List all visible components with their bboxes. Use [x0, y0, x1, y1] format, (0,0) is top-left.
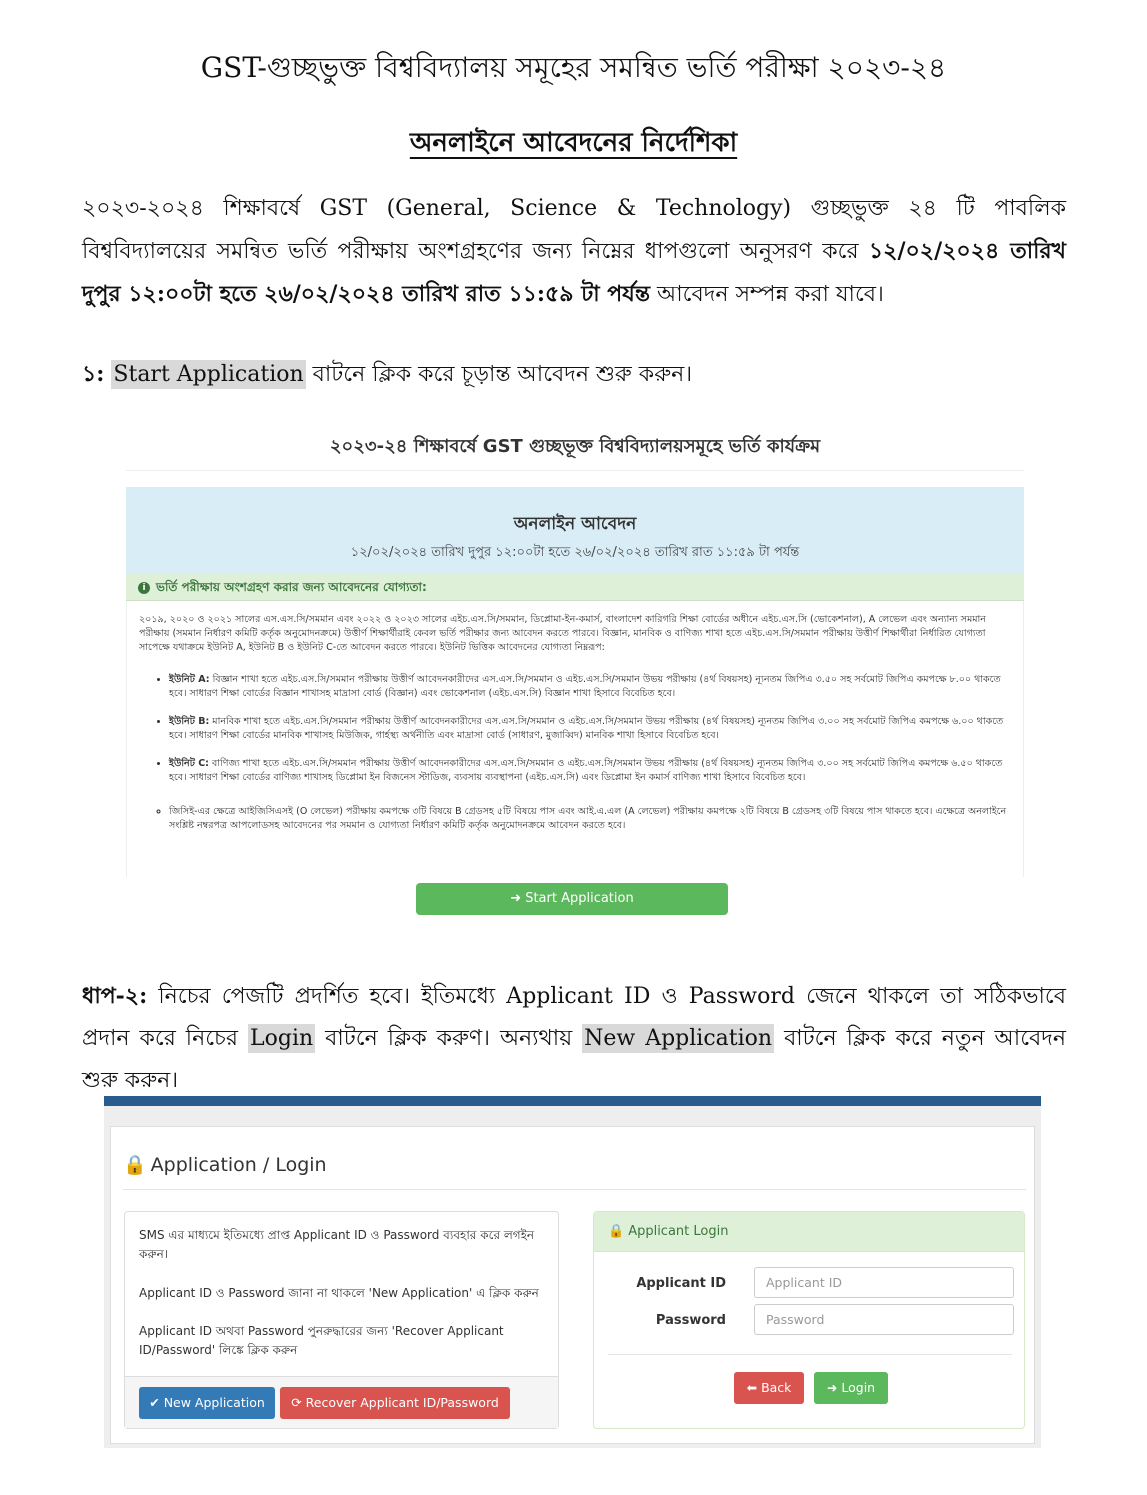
unit-text: বিজ্ঞান শাখা হতে এইচ.এস.সি/সমমান পরীক্ষায় উত্তীর্ণ আবেদনকারীদের এস.এস.সি/সমমান ও এইচ.এস.সি/সমমান উভয় পরীক্ষায় (৪র্থ বিষয়সহ) ন্যূনতম জিপিএ ৩.৫০ সহ সর্বমোট জিপিএ কমপক্ষে ৮.০০ থাকতে হবে। সাধারণ শিক্ষা বোর্ডের বিজ্ঞান শাখাসহ মাদ্রাসা বোর্ড (বিজ্ঞান) এবং ভোকেশনাল (এইচ.এস.সি) বিজ্ঞান শাখা হিসাবে বিবেচিত হবে। [169, 674, 1001, 699]
intro-paragraph [82, 188, 1066, 316]
note-list [169, 805, 1011, 833]
unit-name: ইউনিট A: [169, 674, 210, 685]
applicant-id-input[interactable] [754, 1267, 1014, 1298]
recover-label: Recover Applicant ID/Password [305, 1395, 499, 1410]
online-application-title: অনলাইন আবেদন [513, 514, 637, 534]
document-subtitle-text: অনলাইনে আবেদনের নির্দেশিকা [409, 128, 738, 158]
arrow-left-icon: ⬅ [746, 1380, 758, 1395]
step1-text: বাটনে ক্লিক করে চূড়ান্ত আবেদন শুরু করুন। [312, 362, 693, 387]
online-application-panel [126, 487, 1024, 573]
step2-label: ধাপ-২: [82, 983, 148, 1009]
intro-text-end: আবেদন সম্পন্ন করা যাবে। [657, 282, 884, 307]
intro-date-range: ১২/০২/২০২৪ তারিখ দুপুর ১২:০০টা হতে ২৬/০২/২০২৪ তারিখ রাত ১১:৫৯ টা পর্যন্ত [82, 238, 1066, 307]
login-label: Login [841, 1380, 876, 1395]
gce-note: ◦ জিসিই-এর ক্ষেত্রে আইজিসিএসই (O লেভেল) পরীক্ষায় কমপক্ষে ৩টি বিষয়ে B গ্রেডসহ ৫টি বিষয়ে পাস এবং আই.এ.এল (A লেভেল) পরীক্ষায় কমপক্ষে ২টি বিষয়ে B গ্রেডসহ ৩টি বিষয়ে পাস থাকতে হবে। এক্ষেত্রে অনলাইনে সংশ্লিষ্ট নম্বরপত্র আপলোডসহ আবেদনের পর সমমান ও যোগ্যতা নির্ধারণ কমিটি কর্তৃক অনুমোদনক্রমে আবেদন করতে হবে। [169, 805, 1011, 833]
step2-text3: বাটনে ক্লিক করে নতুন আবেদন শুরু করুন। [82, 1026, 1066, 1093]
applicant-login-panel [593, 1211, 1025, 1429]
step1-highlight: Start Application [113, 362, 304, 387]
new-application-label: New Application [163, 1395, 265, 1410]
form-divider [608, 1354, 1012, 1355]
step1-label: ১: [82, 361, 105, 387]
back-label: Back [761, 1380, 792, 1395]
eligibility-title: ভর্তি পরীক্ষায় অংশগ্রহণ করার জন্য আবেদনের যোগ্যতা: [156, 580, 427, 594]
title-divider [123, 1189, 1026, 1190]
login-page-panel [110, 1126, 1035, 1444]
recover-button[interactable] [280, 1387, 510, 1419]
unit-item-c [169, 757, 1011, 785]
instructions-panel [124, 1211, 559, 1429]
login-button[interactable] [814, 1372, 888, 1404]
step2-text1: নিচের পেজটি প্রদর্শিত হবে। ইতিমধ্যে Applicant ID ও Password জেনে থাকলে তা সঠিকভাবে প্রদান করে নিচের [82, 984, 1066, 1051]
unit-text: মানবিক শাখা হতে এইচ.এস.সি/সমমান পরীক্ষায় উত্তীর্ণ আবেদনকারীদের এস.এস.সি/সমমান ও এইচ.এস.সি/সমমান উভয় পরীক্ষায় (৪র্থ বিষয়সহ) ন্যূনতম জিপিএ ৩.০০ সহ সর্বমোট জিপিএ কমপক্ষে ৬.০০ থাকতে হবে। সাধারণ শিক্ষা বোর্ডের মানবিক শাখাসহ মিউজিক, গার্হস্থ্য অর্থনীতি এবং মাদ্রাসা বোর্ড (সাধারণ, মুজাব্বিদ) মানবিক শাখা হিসাবে বিবেচিত হবে। [169, 716, 1004, 741]
step2-text2: বাটনে ক্লিক করুণ। অন্যথায় [325, 1026, 573, 1051]
login-screenshot [104, 1096, 1041, 1448]
instructions-footer [125, 1376, 558, 1428]
start-application-label: Start Application [525, 891, 634, 906]
password-input[interactable] [754, 1304, 1014, 1335]
unit-name: ইউনিট C: [169, 758, 209, 769]
eligibility-body [126, 601, 1024, 877]
instruction-sms: SMS এর মাধ্যমে ইতিমধ্যে প্রাপ্ত Applicant ID ও Password ব্যবহার করে লগইন করুন। [139, 1228, 535, 1261]
back-button[interactable] [734, 1372, 804, 1404]
application-login-title [123, 1153, 327, 1176]
applicant-id-label: Applicant ID [636, 1276, 726, 1291]
unit-list [169, 673, 1011, 785]
application-login-text: Application / Login [150, 1154, 327, 1176]
start-application-button[interactable] [416, 883, 728, 915]
unit-item-b [169, 715, 1011, 743]
online-application-date: ১২/০২/২০২৪ তারিখ দুপুর ১২:০০টা হতে ২৬/০২/২০২৪ তারিখ রাত ১১:৫৯ টা পর্যন্ত [350, 545, 800, 560]
document-subtitle [0, 122, 1147, 166]
instruction-recover: Applicant ID অথবা Password পুনরুদ্ধারের জন্য 'Recover Applicant ID/Password' লিঙ্কে ক্লিক করুন [139, 1324, 504, 1357]
lock-icon: 🔒 [123, 1154, 147, 1176]
applicant-login-header [594, 1212, 1024, 1252]
heading-divider [126, 470, 1024, 471]
password-label: Password [655, 1313, 726, 1328]
check-circle-icon: ✔ [149, 1395, 160, 1410]
refresh-icon: ⟳ [291, 1395, 302, 1410]
sign-in-icon: ➜ [510, 891, 522, 906]
sign-in-icon: ➜ [826, 1380, 838, 1395]
info-icon: i [138, 582, 150, 594]
eligibility-header [126, 573, 1024, 601]
unit-name: ইউনিট B: [169, 716, 210, 727]
step1-paragraph [82, 353, 1066, 396]
unit-text: বাণিজ্য শাখা হতে এইচ.এস.সি/সমমান পরীক্ষায় উত্তীর্ণ আবেদনকারীদের এস.এস.সি/সমমান ও এইচ.এস.সি/সমমান উভয় পরীক্ষায় (৪র্থ বিষয়সহ) ন্যূনতম জিপিএ ৩.০০ সহ সর্বমোট জিপিএ কমপক্ষে ৬.৫০ থাকতে হবে। সাধারণ শিক্ষা বোর্ডের বাণিজ্য শাখাসহ ডিপ্লোমা ইন বিজনেস স্টাডিজ, ব্যবসায় ব্যবস্থাপনা (এইচ.এস.সি) এবং ডিপ্লোমা ইন কমার্স বাণিজ্য শাখা হিসাবে বিবেচিত হবে। [169, 758, 1003, 783]
step2-login-highlight: Login [250, 1026, 314, 1051]
unit-item-a [169, 673, 1011, 701]
admission-heading: ২০২৩-২৪ শিক্ষাবর্ষে GST গুচ্ছভূক্ত বিশ্ববিদ্যালয়সমূহে ভর্তি কার্যক্রম [329, 436, 821, 457]
instruction-new: Applicant ID ও Password জানা না থাকলে 'New Application' এ ক্লিক করুন [139, 1286, 539, 1300]
step2-paragraph [82, 975, 1066, 1102]
step2-new-application-highlight: New Application [584, 1026, 773, 1051]
intro-text-start: ২০২৩-২০২৪ শিক্ষাবর্ষে GST (General, Science & Technology) গুচ্ছভুক্ত ২৪ টি পাবলিক বিশ্ববিদ্যালয়ের সমন্বিত ভর্তি পরীক্ষায় অংশগ্রহণের জন্য নিম্নের ধাপগুলো অনুসরণ করে [82, 196, 1066, 264]
document-title: GST-গুচ্ছভুক্ত বিশ্ববিদ্যালয় সমূহের সমন্বিত ভর্তি পরীক্ষা ২০২৩-২৪ [200, 51, 947, 84]
applicant-login-title: Applicant Login [628, 1224, 729, 1239]
eligibility-text: ২০১৯, ২০২০ ও ২০২১ সালের এস.এস.সি/সমমান এবং ২০২২ ও ২০২৩ সালের এইচ.এস.সি/সমমান, ডিপ্লোমা-ইন-কমার্স, বাংলাদেশ কারিগরি শিক্ষা বোর্ডের অধীনে এইচ.এস.সি (ভোকেশনাল), A লেভেল এবং অন্যান্য সমমান পরীক্ষায় (সমমান নির্ধারণ কমিটি কর্তৃক অনুমোদনক্রমে) উত্তীর্ণ শিক্ষার্থীরাই কেবল ভর্তি পরীক্ষার জন্য আবেদন করতে পারবে। বিজ্ঞান, মানবিক ও বাণিজ্য শাখা হতে এইচ.এস.সি/সমমান পরীক্ষায় উত্তীর্ণ শিক্ষার্থীরা নির্ধারিত যোগ্যতা সাপেক্ষে যথাক্রমে ইউনিট A, ইউনিট B ও ইউনিট C-তে আবেদন করতে পারবে। ইউনিট ভিত্তিক আবেদনের যোগ্যতা নিম্নরূপ: [139, 614, 986, 653]
lock-icon: 🔒 [608, 1224, 625, 1239]
new-application-button[interactable] [139, 1387, 275, 1419]
